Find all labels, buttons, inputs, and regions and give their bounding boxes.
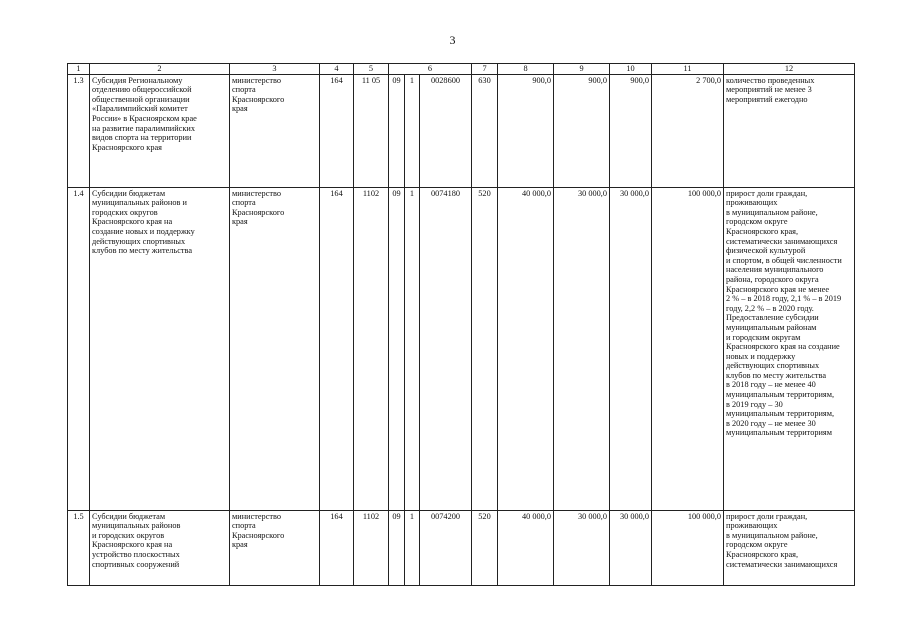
- row-number: 1.4: [68, 187, 90, 510]
- grbs-code: 164: [320, 74, 354, 187]
- header-cell: 4: [320, 64, 354, 75]
- program-table: [67, 63, 855, 586]
- table-row: [68, 74, 855, 187]
- expected-result: количество проведенных мероприятий не менее 3 мероприятий ежегодно: [724, 74, 855, 187]
- header-cell: 10: [610, 64, 652, 75]
- target-code-part: 09: [389, 187, 405, 510]
- section-code: 1102: [354, 510, 389, 585]
- row-number: 1.3: [68, 74, 90, 187]
- header-cell: 7: [472, 64, 498, 75]
- header-cell: 1: [68, 64, 90, 75]
- amount-total: 100 000,0: [652, 187, 724, 510]
- amount-2018: 900,0: [498, 74, 554, 187]
- section-code: 11 05: [354, 74, 389, 187]
- header-cell: 11: [652, 64, 724, 75]
- responsible-ministry: министерство спорта Красноярского края: [230, 74, 320, 187]
- amount-2018: 40 000,0: [498, 187, 554, 510]
- header-cell: 2: [90, 64, 230, 75]
- responsible-ministry: министерство спорта Красноярского края: [230, 510, 320, 585]
- page-number: 3: [449, 33, 456, 47]
- amount-2019: 30 000,0: [554, 187, 610, 510]
- header-cell: 5: [354, 64, 389, 75]
- target-code-part: 09: [389, 510, 405, 585]
- amount-2019: 30 000,0: [554, 510, 610, 585]
- expense-type-code: 630: [472, 74, 498, 187]
- target-code-part: 1: [405, 510, 420, 585]
- header-cell: 9: [554, 64, 610, 75]
- table-row: [68, 187, 855, 510]
- table-row: [68, 510, 855, 585]
- target-code-part: 0028600: [420, 74, 472, 187]
- amount-2020: 30 000,0: [610, 187, 652, 510]
- responsible-ministry: министерство спорта Красноярского края: [230, 187, 320, 510]
- target-code-part: 1: [405, 74, 420, 187]
- amount-2018: 40 000,0: [498, 510, 554, 585]
- target-code-part: 09: [389, 74, 405, 187]
- event-name: Субсидия Региональному отделению общероссийской общественной организации «Паралимпийский комитет России» в Красноярском крае на развитие паралимпийских видов спорта на территории Красноярского края: [90, 74, 230, 187]
- amount-2019: 900,0: [554, 74, 610, 187]
- header-cell: 6: [389, 64, 472, 75]
- target-code-part: 0074200: [420, 510, 472, 585]
- section-code: 1102: [354, 187, 389, 510]
- target-code-part: 1: [405, 187, 420, 510]
- amount-total: 100 000,0: [652, 510, 724, 585]
- event-name: Субсидии бюджетам муниципальных районов и городских округов Красноярского края на создание новых и поддержку действующих спортивных клубов по месту жительства: [90, 187, 230, 510]
- target-code-part: 0074180: [420, 187, 472, 510]
- grbs-code: 164: [320, 510, 354, 585]
- column-number-row: [68, 64, 855, 75]
- grbs-code: 164: [320, 187, 354, 510]
- expense-type-code: 520: [472, 510, 498, 585]
- expense-type-code: 520: [472, 187, 498, 510]
- row-number: 1.5: [68, 510, 90, 585]
- amount-2020: 30 000,0: [610, 510, 652, 585]
- event-name: Субсидии бюджетам муниципальных районов и городских округов Красноярского края на устройство плоскостных спортивных сооружений: [90, 510, 230, 585]
- amount-total: 2 700,0: [652, 74, 724, 187]
- expected-result: прирост доли граждан, проживающих в муниципальном районе, городском округе Красноярского края, систематически занимающихся физической культурой и спортом, в общей численности населения муниципального района, городского округа Красноярского края не менее 2 % – в 2018 году, 2,1 % – в 2019 году, 2,2 % – в 2020 году. Предоставление субсидии муниципальным районам и городским округам Красноярского края на создание новых и поддержку действующих спортивных клубов по месту жительства в 2018 году – не менее 40 муниципальным территориям, в 2019 году – 30 муниципальным территориям, в 2020 году – не менее 30 муниципальным территориям: [724, 187, 855, 510]
- header-cell: 12: [724, 64, 855, 75]
- expected-result: прирост доли граждан, проживающих в муниципальном районе, городском округе Красноярского края, систематически занимающихся: [724, 510, 855, 585]
- amount-2020: 900,0: [610, 74, 652, 187]
- header-cell: 3: [230, 64, 320, 75]
- header-cell: 8: [498, 64, 554, 75]
